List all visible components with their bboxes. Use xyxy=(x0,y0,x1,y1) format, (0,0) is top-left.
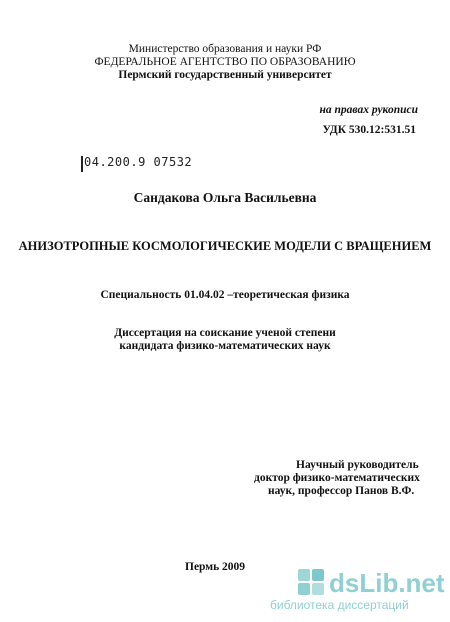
degree-line-2: кандидата физико-математических наук xyxy=(119,340,331,352)
university-line: Пермский государственный университет xyxy=(118,69,332,81)
dslib-logo-text[interactable]: dsLib.net xyxy=(329,568,445,598)
logo-square-1 xyxy=(298,569,310,581)
logo-square-2 xyxy=(312,569,324,581)
specialty-line: Специальность 01.04.02 –теоретическая физика xyxy=(100,289,350,301)
dissertation-title: АНИЗОТРОПНЫЕ КОСМОЛОГИЧЕСКИЕ МОДЕЛИ С ВРАЩЕНИЕМ xyxy=(18,239,432,253)
logo-square-3 xyxy=(298,583,310,595)
ministry-line: Министерство образования и науки РФ xyxy=(128,43,322,55)
rights-note: на правах рукописи xyxy=(319,104,418,116)
dslib-logo-icon xyxy=(298,569,324,595)
supervisor-line-3: наук, профессор Панов В.Ф. xyxy=(268,485,415,497)
registration-number: 04.200.9 07532 xyxy=(84,155,193,169)
udc-code: УДК 530.12:531.51 xyxy=(322,124,416,136)
city-year: Пермь 2009 xyxy=(185,561,246,573)
supervisor-line-2: доктор физико-математических xyxy=(254,472,420,484)
logo-square-4 xyxy=(312,583,324,595)
author-name: Сандакова Ольга Васильевна xyxy=(133,190,317,205)
degree-line-1: Диссертация на соискание ученой степени xyxy=(114,327,336,339)
agency-line: ФЕДЕРАЛЬНОЕ АГЕНТСТВО ПО ОБРАЗОВАНИЮ xyxy=(94,56,356,68)
dslib-subtitle: библиотека диссертаций xyxy=(270,598,409,612)
supervisor-line-1: Научный руководитель xyxy=(296,459,419,471)
